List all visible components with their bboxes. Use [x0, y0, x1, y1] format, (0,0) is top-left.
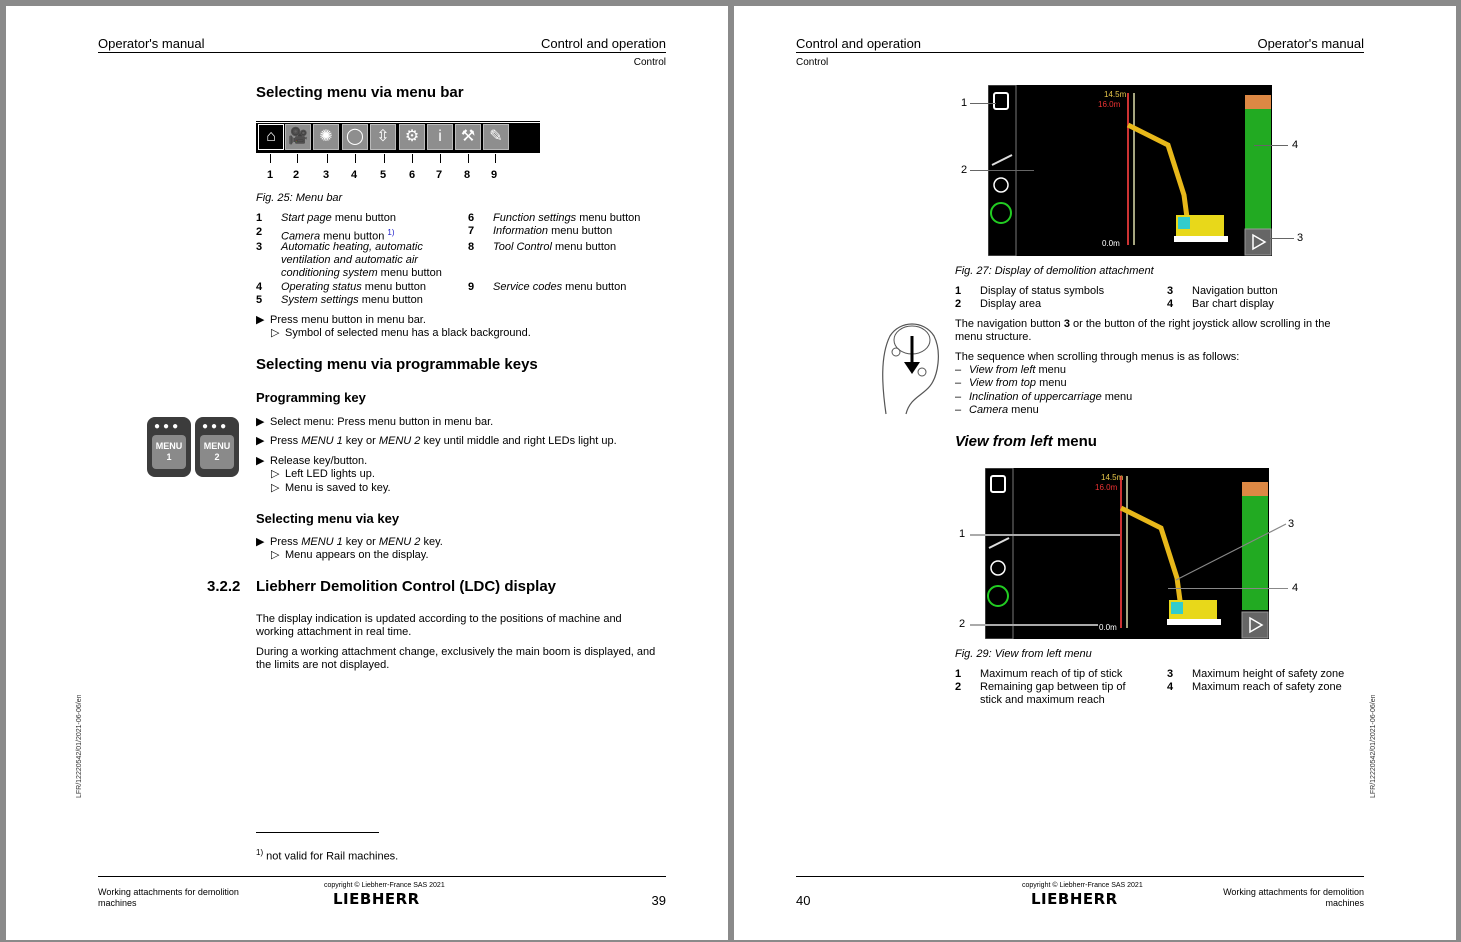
legend-text: Tool Control menu button	[493, 241, 617, 253]
legend-item: 5	[256, 294, 263, 306]
legend-text: Bar chart display	[1192, 298, 1274, 310]
callout: 2	[961, 164, 968, 176]
climate-icon: ✺	[313, 124, 339, 150]
operating-status-icon: ◯	[342, 124, 368, 150]
legend-text: Operating status menu button	[281, 281, 426, 293]
step-result: ▷ Menu is saved to key.	[271, 482, 391, 494]
list-item: – View from top menu	[955, 377, 1067, 389]
page-40: Control and operation Operator's manual Control 14.5m 16.0m 0.0m 1 2 3 4 Fig. 27: Display of demolition attachment 1 Display of status symbols 2 Display area 3 Navigation button 4 Bar chart display The navigation button 3 or the button of the right joystick allow scrolling in the menu structure. The sequence when scrolling through menus is as follows: – View from left menu – View from top menu – Inclination of uppercarriage menu – Camera menu View from left menu 14.5m 16.0m 0.0m 1 2 3 4 Fig. 29: View from left menu 1 Maximum reach of tip of stick 2 Remaining gap between tip of stick and maximum reach 3 Maximum height of safety zone 4 Maximum reach of safety zone LFR/12220542/01/2021-06-06/en 40 copyright © Liebherr-France SAS 2021 LIEBHERR Working attachments for demolition machines	[734, 6, 1456, 940]
legend-text: Display area	[980, 298, 1042, 310]
heading-programming-key: Programming key	[256, 390, 366, 405]
side-reference: LFR/12220542/01/2021-06-06/en	[76, 694, 83, 798]
paragraph: The sequence when scrolling through menus is as follows:	[955, 351, 1240, 363]
callout: 2	[959, 618, 966, 630]
header-left: Operator's manual	[98, 36, 205, 51]
copyright: copyright © Liebherr-France SAS 2021	[1022, 882, 1143, 889]
legend-text: conditioning system menu button	[281, 267, 442, 279]
legend-text: Automatic heating, automatic	[281, 241, 423, 253]
fig27-caption: Fig. 27: Display of demolition attachment	[955, 265, 1154, 277]
menu-1-key: ●●● MENU 1	[147, 417, 191, 477]
legend-item: 6	[468, 212, 475, 224]
callout: 3	[1297, 232, 1304, 244]
menubar-num: 1	[267, 169, 274, 181]
callout: 3	[1288, 518, 1295, 530]
menubar-num: 3	[323, 169, 330, 181]
heading-menu-bar: Selecting menu via menu bar	[256, 84, 464, 101]
menubar-num: 8	[464, 169, 471, 181]
legend-text: Navigation button	[1192, 285, 1278, 297]
step: ▶ Release key/button.	[256, 455, 368, 467]
header-rule	[796, 52, 1364, 53]
page-39	[6, 6, 728, 940]
step-result: ▷ Menu appears on the display.	[271, 549, 429, 561]
header-right: Operator's manual	[1257, 36, 1364, 51]
menubar-num: 5	[380, 169, 387, 181]
legend-item: 2	[256, 226, 263, 238]
footer-right: Working attachments for demolition machines	[1223, 887, 1364, 908]
paragraph: The navigation button 3 or the button of the right joystick allow scrolling in the	[955, 318, 1331, 330]
menubar-num: 9	[491, 169, 498, 181]
step: ▶ Press menu button in menu bar.	[256, 314, 426, 326]
heading-view-from-left: View from left menu	[955, 433, 1097, 450]
footer-rule	[98, 876, 666, 877]
legend-text: Maximum reach of tip of stick	[980, 668, 1123, 680]
legend-text: Information menu button	[493, 225, 613, 237]
menubar-num: 6	[409, 169, 416, 181]
paragraph: working attachment in real time.	[256, 626, 412, 638]
subheader: Control	[796, 57, 829, 68]
step: ▶ Select menu: Press menu button in menu bar.	[256, 416, 494, 428]
disp-value: 16.0m	[1095, 483, 1118, 492]
side-reference: LFR/12220542/01/2021-06-06/en	[1370, 694, 1377, 798]
legend-text: Display of status symbols	[980, 285, 1105, 297]
legend-text: stick and maximum reach	[980, 694, 1105, 706]
menubar-num: 7	[436, 169, 443, 181]
fig29-caption: Fig. 29: View from left menu	[955, 648, 1092, 660]
disp-value: 0.0m	[1099, 623, 1117, 632]
step: ▶ Press MENU 1 key or MENU 2 key until middle and right LEDs light up.	[256, 435, 617, 447]
menubar-num: 4	[351, 169, 358, 181]
disp-value: 0.0m	[1102, 239, 1120, 248]
paragraph: menu structure.	[955, 331, 1032, 343]
header-left: Control and operation	[796, 36, 922, 51]
section-number: 3.2.2	[207, 578, 241, 595]
step: ▶ Press MENU 1 key or MENU 2 key.	[256, 536, 443, 548]
callout: 1	[959, 528, 966, 540]
callout: 1	[961, 97, 968, 109]
subheader: Control	[633, 57, 666, 68]
header-rule	[98, 52, 666, 53]
home-icon: ⌂	[258, 124, 284, 150]
legend-item: 4	[256, 281, 263, 293]
copyright: copyright © Liebherr-France SAS 2021	[324, 882, 445, 889]
legend-item: 8	[468, 241, 475, 253]
disp-value: 16.0m	[1098, 100, 1121, 109]
list-item: – Inclination of uppercarriage menu	[955, 391, 1133, 403]
camera-icon: 🎥	[285, 124, 311, 150]
footnote-rule	[256, 832, 379, 833]
legend-text: Start page menu button	[281, 212, 396, 224]
menu-bar-figure	[256, 121, 540, 153]
step-result: ▷ Left LED lights up.	[271, 468, 375, 480]
legend-text: Maximum reach of safety zone	[1192, 681, 1342, 693]
legend-item: 1	[256, 212, 263, 224]
legend-text: ventilation and automatic air	[281, 254, 418, 266]
paragraph: During a working attachment change, exclusively the main boom is displayed, and	[256, 646, 656, 658]
list-item: – View from left menu	[955, 364, 1067, 376]
legend-text: Function settings menu button	[493, 212, 641, 224]
joystick-icon	[876, 316, 944, 416]
callout: 4	[1292, 582, 1299, 594]
page-number: 39	[651, 893, 666, 908]
list-item: – Camera menu	[955, 404, 1039, 416]
information-icon: i	[427, 124, 453, 150]
legend-item: 3	[256, 241, 263, 253]
tool-control-icon: ⚒	[455, 124, 481, 150]
liebherr-logo: LIEBHERR	[1031, 890, 1118, 908]
menu-2-key: ●●● MENU 2	[195, 417, 239, 477]
paragraph: the limits are not displayed.	[256, 659, 390, 671]
legend-text: Camera menu button $^{1)}$	[281, 228, 395, 243]
legend-text: Remaining gap between tip of	[980, 681, 1126, 693]
legend-item: 7	[468, 225, 475, 237]
section-title: Liebherr Demolition Control (LDC) display	[256, 578, 557, 595]
fig25-caption: Fig. 25: Menu bar	[256, 192, 343, 204]
header-right: Control and operation	[540, 36, 666, 51]
disp-value: 14.5m	[1104, 90, 1127, 99]
step-result: ▷ Symbol of selected menu has a black background.	[271, 327, 531, 339]
legend-text: Service codes menu button	[493, 281, 627, 293]
page-number: 40	[796, 893, 811, 908]
liebherr-logo: LIEBHERR	[333, 890, 420, 908]
footer-left: Working attachments for demolition machines	[98, 887, 239, 908]
paragraph: The display indication is updated according to the positions of machine and	[256, 613, 622, 625]
footer-rule	[796, 876, 1364, 877]
heading-via-key: Selecting menu via key	[256, 511, 400, 526]
footnote: $^{1)}$ not valid for Rail machines.	[256, 848, 399, 863]
disp-value: 14.5m	[1101, 473, 1124, 482]
legend-text: Maximum height of safety zone	[1192, 668, 1345, 680]
service-codes-icon: ✎	[483, 124, 509, 150]
system-settings-icon: ⇳	[370, 124, 396, 150]
legend-item: 9	[468, 281, 475, 293]
heading-programmable-keys: Selecting menu via programmable keys	[256, 356, 538, 373]
function-settings-icon: ⚙	[399, 124, 425, 150]
menubar-num: 2	[293, 169, 300, 181]
callout: 4	[1292, 139, 1299, 151]
legend-text: System settings menu button	[281, 294, 423, 306]
